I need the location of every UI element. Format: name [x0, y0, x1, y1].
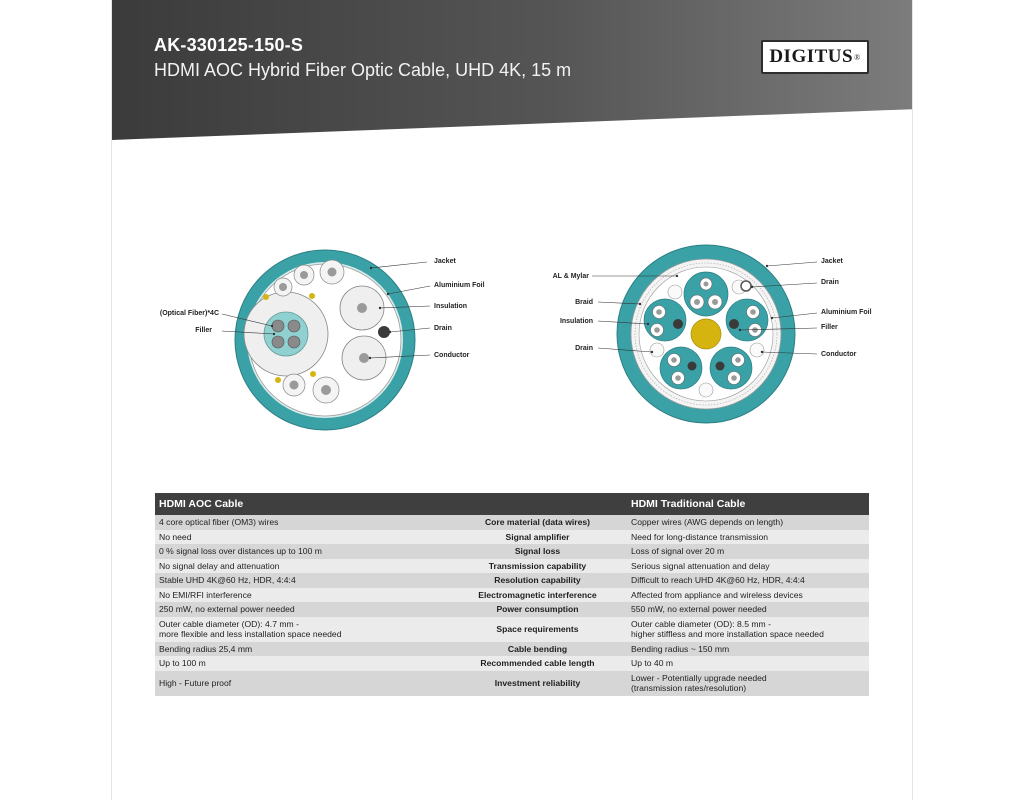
traditional-value-line: higher stiffless and more installation space needed	[631, 629, 824, 639]
traditional-value	[627, 671, 869, 696]
label-aluminium-foil-traditional: Aluminium Foil	[821, 309, 872, 316]
label-braid: Braid	[575, 299, 593, 306]
label-drain: Drain	[434, 325, 452, 332]
label-aluminium-foil: Aluminium Foil	[434, 282, 485, 289]
header-aoc-cable: HDMI AOC Cable	[155, 493, 448, 515]
table-row	[155, 573, 869, 588]
label-insulation: Insulation	[434, 303, 468, 310]
aoc-value: 250 mW, no external power needed	[155, 602, 448, 617]
table-row	[155, 671, 869, 696]
aoc-value: No EMI/RFI interference	[155, 588, 448, 603]
table-row	[155, 530, 869, 545]
label-conductor-traditional: Conductor	[821, 351, 857, 358]
product-sheet	[112, 0, 912, 800]
feature-name: Investment reliability	[448, 671, 627, 696]
feature-name: Recommended cable length	[448, 656, 627, 671]
aoc-value	[155, 617, 448, 642]
traditional-value: Loss of signal over 20 m	[627, 544, 869, 559]
header-feature	[448, 493, 627, 515]
traditional-value	[627, 617, 869, 642]
product-subtitle: HDMI AOC Hybrid Fiber Optic Cable, UHD 4K, 15 m	[154, 60, 572, 80]
traditional-value: Bending radius ~ 150 mm	[627, 642, 869, 657]
label-filler: Filler	[195, 327, 212, 334]
feature-name: Cable bending	[448, 642, 627, 657]
feature-name: Signal amplifier	[448, 530, 627, 545]
label-optical-fiber: (Optical Fiber)*4C	[159, 310, 219, 317]
traditional-value: Affected from appliance and wireless devices	[627, 588, 869, 603]
table-row	[155, 515, 869, 530]
aoc-value: Up to 100 m	[155, 656, 448, 671]
cable-cross-section-diagrams	[112, 0, 912, 480]
feature-name: Transmission capability	[448, 559, 627, 574]
digitus-logo: DIGITUS ®	[761, 40, 869, 74]
aoc-value: Bending radius 25,4 mm	[155, 642, 448, 657]
table-row	[155, 602, 869, 617]
aoc-value-line: more flexible and less installation space needed	[159, 629, 342, 639]
aoc-value: 4 core optical fiber (OM3) wires	[155, 515, 448, 530]
traditional-value-line: Outer cable diameter (OD): 8.5 mm -	[631, 618, 771, 629]
traditional-value: 550 mW, no external power needed	[627, 602, 869, 617]
table-row	[155, 642, 869, 657]
feature-name: Electromagnetic interference	[448, 588, 627, 603]
aoc-cable-cross-section	[222, 250, 430, 430]
feature-name: Resolution capability	[448, 573, 627, 588]
label-al-mylar: AL & Mylar	[552, 273, 589, 280]
label-drain-bottom-traditional: Drain	[575, 345, 593, 352]
traditional-value: Up to 40 m	[627, 656, 869, 671]
feature-name: Core material (data wires)	[448, 515, 627, 530]
label-jacket: Jacket	[434, 258, 456, 265]
aoc-value-line: Outer cable diameter (OD): 4.7 mm -	[159, 618, 299, 629]
label-conductor: Conductor	[434, 352, 470, 359]
pair-top	[684, 272, 728, 316]
aoc-value: Stable UHD 4K@60 Hz, HDR, 4:4:4	[155, 573, 448, 588]
table-row	[155, 559, 869, 574]
label-jacket-traditional: Jacket	[821, 258, 843, 265]
table-row	[155, 588, 869, 603]
traditional-cable-cross-section	[592, 245, 817, 423]
traditional-value-line: Lower - Potentially upgrade needed	[631, 672, 767, 683]
aoc-value: 0 % signal loss over distances up to 100 m	[155, 544, 448, 559]
pair-bottom-left	[660, 347, 702, 389]
feature-name: Signal loss	[448, 544, 627, 559]
traditional-value: Need for long-distance transmission	[627, 530, 869, 545]
aoc-value: No signal delay and attenuation	[155, 559, 448, 574]
table-row	[155, 544, 869, 559]
table-header-row	[155, 493, 869, 515]
feature-name: Power consumption	[448, 602, 627, 617]
label-insulation-traditional: Insulation	[559, 318, 593, 325]
traditional-value: Serious signal attenuation and delay	[627, 559, 869, 574]
traditional-value: Copper wires (AWG depends on length)	[627, 515, 869, 530]
feature-name: Space requirements	[448, 617, 627, 642]
table-row	[155, 656, 869, 671]
product-model: AK-330125-150-S	[154, 35, 304, 55]
pair-left	[644, 299, 686, 341]
aoc-value: High - Future proof	[155, 671, 448, 696]
aoc-value: No need	[155, 530, 448, 545]
comparison-table	[155, 493, 869, 696]
pair-right	[726, 299, 768, 341]
header-traditional-cable: HDMI Traditional Cable	[627, 493, 869, 515]
traditional-value: Difficult to reach UHD 4K@60 Hz, HDR, 4:4:4	[627, 573, 869, 588]
label-drain-top-traditional: Drain	[821, 279, 839, 286]
pair-bottom-right	[710, 347, 752, 389]
traditional-value-line: (transmission rates/resolution)	[631, 683, 747, 693]
table-row	[155, 617, 869, 642]
label-filler-traditional: Filler	[821, 324, 838, 331]
